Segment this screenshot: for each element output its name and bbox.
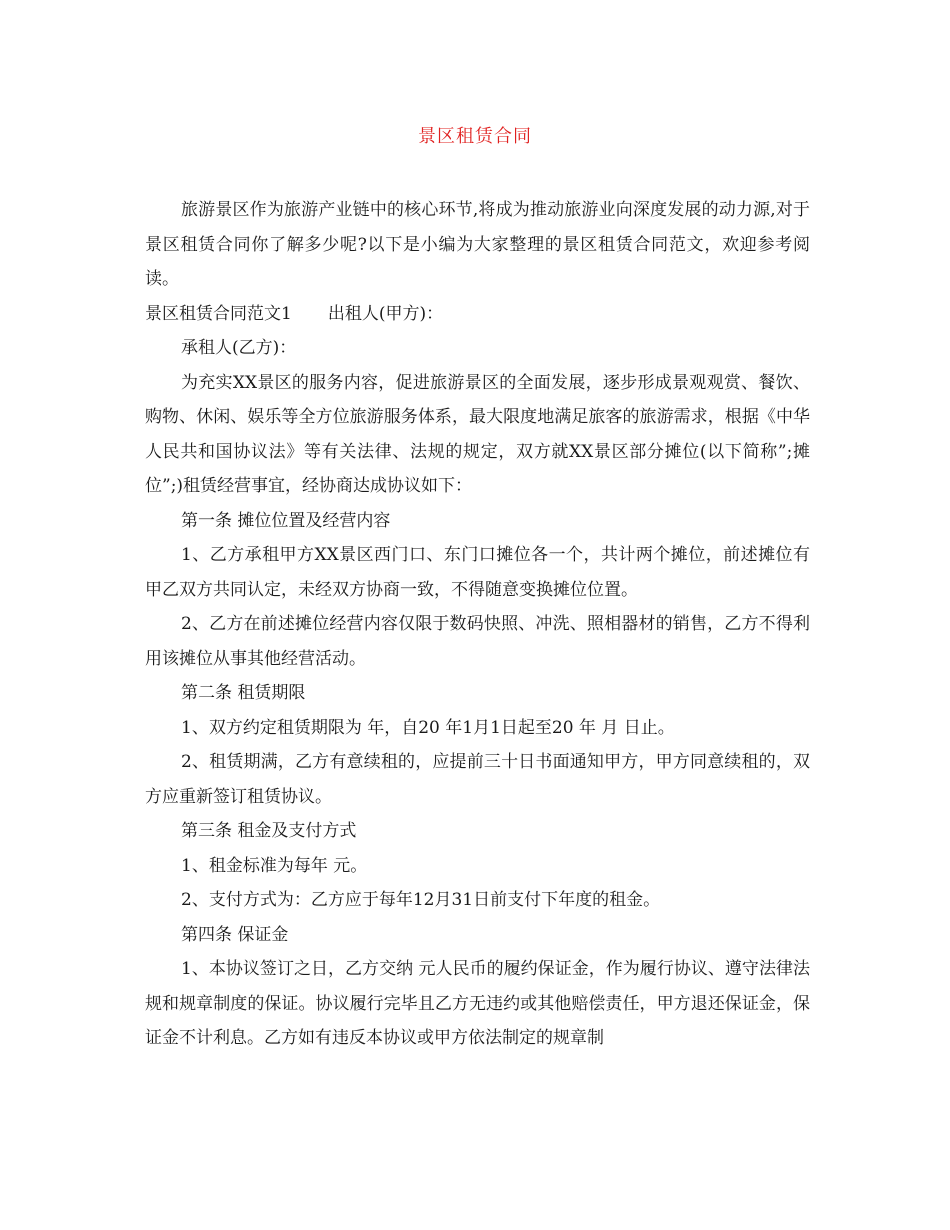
- sample-heading: 景区租赁合同范文1: [145, 303, 292, 324]
- article-1-clause-2: 2、乙方在前述摊位经营内容仅限于数码快照、冲洗、照相器材的销售，乙方不得利用该摊位从事其他经营活动。: [145, 614, 810, 669]
- sample-heading-line: [145, 297, 810, 332]
- document-title: 景区租赁合同: [418, 126, 532, 147]
- article-2-clause-2: 2、租赁期满，乙方有意续租的，应提前三十日书面通知甲方，甲方同意续租的，双方应重新签订租赁协议。: [145, 752, 810, 807]
- intro-paragraph: 旅游景区作为旅游产业链中的核心环节,将成为推动旅游业向深度发展的动力源,对于景区租赁合同你了解多少呢?以下是小编为大家整理的景区租赁合同范文，欢迎参考阅读。: [145, 200, 810, 289]
- article-4-heading: 第四条 保证金: [181, 924, 289, 945]
- article-3-clause-2: 2、支付方式为：乙方应于每年12月31日前支付下年度的租金。: [181, 890, 661, 910]
- lessor-label: 出租人(甲方)：: [327, 303, 444, 324]
- article-1-heading: 第一条 摊位位置及经营内容: [181, 510, 391, 531]
- article-4-clause-1: 1、本协议签订之日，乙方交纳 元人民币的履约保证金，作为履行协议、遵守法律法规和规章制度的保证。协议履行完毕且乙方无违约或其他赔偿责任，甲方退还保证金，保证金不计利息。乙方如有违反本协议或甲方依法制定的规章制: [145, 959, 810, 1048]
- article-2-heading: 第二条 租赁期限: [181, 683, 306, 703]
- article-3-clause-1: 1、租金标准为每年 元。: [181, 855, 368, 876]
- article-2-clause-1: 1、双方约定租赁期限为 年，自20 年1月1日起至20 年 月 日止。: [181, 717, 675, 738]
- preamble-paragraph: 为充实XX景区的服务内容，促进旅游景区的全面发展，逐步形成景观观赏、餐饮、购物、休闲、娱乐等全方位旅游服务体系，最大限度地满足旅客的旅游需求，根据《中华人民共和国协议法》等有关法律、法规的规定，双方就XX景区部分摊位(以下简称”;摊位”;)租赁经营事宜，经协商达成协议如下：: [145, 372, 810, 496]
- document-body: [145, 193, 810, 1056]
- article-3-heading: 第三条 租金及支付方式: [181, 821, 357, 841]
- article-1-clause-1: 1、乙方承租甲方XX景区西门口、东门口摊位各一个，共计两个摊位，前述摊位有甲乙双方共同认定，未经双方协商一致，不得随意变换摊位位置。: [145, 545, 810, 600]
- lessee-label: 承租人(乙方)：: [181, 338, 297, 358]
